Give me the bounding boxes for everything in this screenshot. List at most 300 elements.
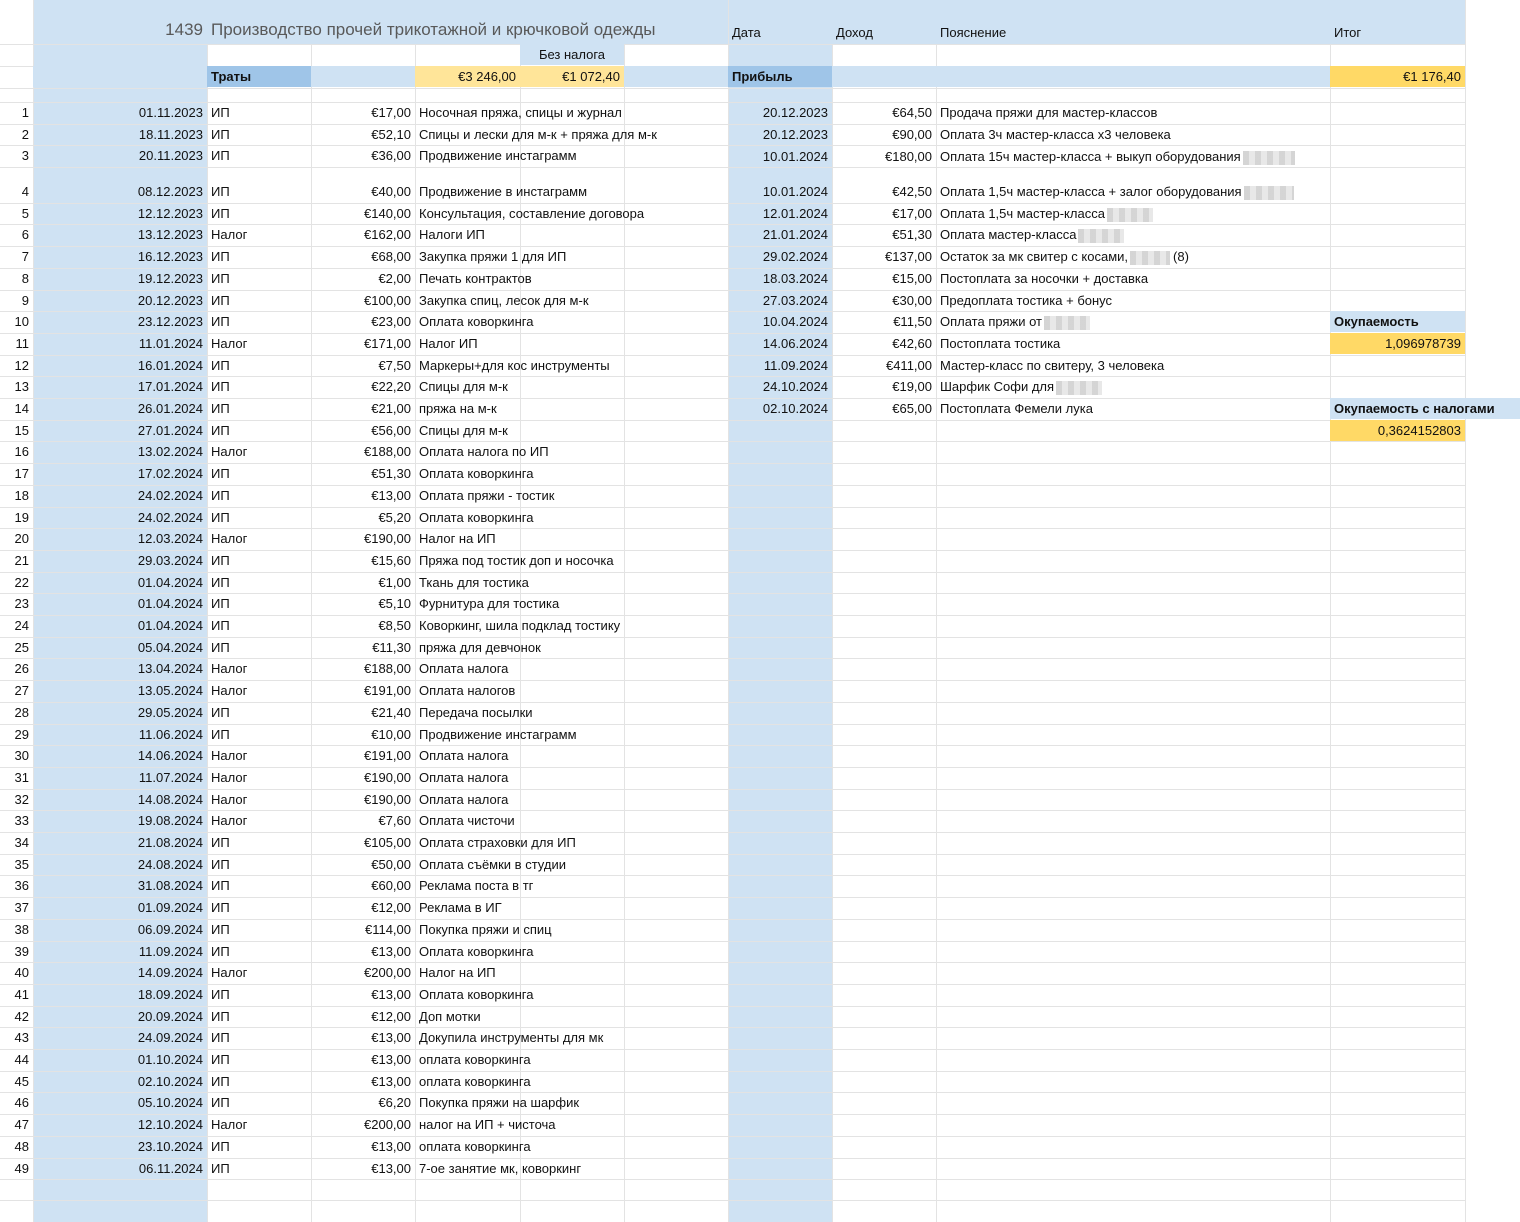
expense-amount[interactable]: €200,00: [364, 965, 411, 980]
expense-amount[interactable]: €100,00: [364, 293, 411, 308]
expense-type[interactable]: ИП: [211, 618, 230, 633]
payback-value[interactable]: 1,096978739: [1330, 333, 1465, 354]
expense-date[interactable]: 26.01.2024: [137, 401, 203, 416]
row-number: 26: [14, 661, 29, 676]
income-amount[interactable]: €17,00: [892, 206, 932, 221]
expense-description[interactable]: Налог на ИП: [419, 531, 496, 546]
row-number: 23: [14, 596, 29, 611]
expense-amount[interactable]: €5,10: [378, 596, 411, 611]
income-amount[interactable]: €180,00: [885, 149, 932, 164]
expense-type[interactable]: ИП: [211, 944, 230, 959]
expense-description[interactable]: Реклама поста в тг: [419, 878, 534, 893]
expense-description[interactable]: Продвижение инстаграмм: [419, 727, 577, 742]
expense-date[interactable]: 01.04.2024: [137, 618, 203, 633]
income-date[interactable]: 14.06.2024: [762, 336, 828, 351]
expense-description[interactable]: Коворкинг, шила подклад тостику: [419, 618, 621, 633]
expense-date[interactable]: 19.12.2023: [137, 271, 203, 286]
expense-type[interactable]: ИП: [211, 922, 230, 937]
expense-date[interactable]: 05.04.2024: [137, 640, 203, 655]
expense-description[interactable]: оплата коворкинга: [419, 1074, 531, 1089]
expense-type[interactable]: ИП: [211, 705, 230, 720]
expense-date[interactable]: 24.02.2024: [137, 510, 203, 525]
expense-date[interactable]: 02.10.2024: [137, 1074, 203, 1089]
income-description[interactable]: [936, 333, 1330, 354]
expense-type[interactable]: Налог: [211, 444, 248, 459]
expense-date[interactable]: 01.10.2024: [137, 1052, 203, 1067]
expense-amount[interactable]: €200,00: [364, 1117, 411, 1132]
expense-date[interactable]: 24.09.2024: [137, 1030, 203, 1045]
row-number: 5: [21, 206, 29, 221]
expense-amount[interactable]: €162,00: [364, 227, 411, 242]
expense-description[interactable]: Оплата налогов: [419, 683, 516, 698]
expense-amount[interactable]: €188,00: [364, 661, 411, 676]
expense-date[interactable]: 12.03.2024: [137, 531, 203, 546]
row-number: 6: [21, 227, 29, 242]
expense-type[interactable]: ИП: [211, 1030, 230, 1045]
income-amount[interactable]: €19,00: [892, 379, 932, 394]
income-date[interactable]: 20.12.2023: [762, 105, 828, 120]
expense-amount[interactable]: €191,00: [364, 748, 411, 763]
expense-type[interactable]: ИП: [211, 835, 230, 850]
expense-type[interactable]: ИП: [211, 900, 230, 915]
income-description[interactable]: [936, 376, 1330, 397]
income-amount[interactable]: €90,00: [892, 127, 932, 142]
income-description[interactable]: [936, 146, 1330, 167]
expense-date[interactable]: 01.04.2024: [137, 575, 203, 590]
expense-description[interactable]: Передача посылки: [419, 705, 533, 720]
expense-amount[interactable]: €40,00: [371, 184, 411, 199]
income-amount[interactable]: €411,00: [885, 358, 932, 373]
income-amount[interactable]: €42,50: [892, 184, 932, 199]
row-number: 27: [14, 683, 29, 698]
expense-description[interactable]: 7-ое занятие мк, коворкинг: [419, 1161, 582, 1176]
grid-hline: [0, 1179, 1465, 1180]
expense-description[interactable]: Носочная пряжа, спицы и журнал: [419, 105, 622, 120]
expense-type[interactable]: Налог: [211, 792, 248, 807]
expense-type[interactable]: ИП: [211, 1161, 230, 1176]
expense-type[interactable]: ИП: [211, 249, 230, 264]
expense-amount[interactable]: €171,00: [364, 336, 411, 351]
expense-amount[interactable]: €190,00: [364, 770, 411, 785]
expense-amount[interactable]: €114,00: [364, 922, 411, 937]
expense-description[interactable]: Спицы для м-к: [419, 379, 508, 394]
expense-description[interactable]: Спицы и лески для м-к + пряжа для м-к: [419, 127, 657, 142]
expense-date[interactable]: 18.11.2023: [138, 127, 203, 142]
expense-amount[interactable]: €13,00: [371, 1052, 411, 1067]
expense-description[interactable]: Оплата пряжи - тостик: [419, 488, 555, 503]
expense-amount[interactable]: €6,20: [378, 1095, 411, 1110]
expense-amount[interactable]: €7,50: [378, 358, 411, 373]
income-date[interactable]: 02.10.2024: [762, 401, 828, 416]
expense-type[interactable]: Налог: [211, 683, 248, 698]
income-suffix: (8): [1173, 249, 1189, 264]
row-number: 16: [14, 444, 29, 459]
expense-description[interactable]: Покупка пряжи и спиц: [419, 922, 552, 937]
expense-type[interactable]: ИП: [211, 401, 230, 416]
row-number: 45: [14, 1074, 29, 1089]
expense-description[interactable]: оплата коворкинга: [419, 1052, 531, 1067]
expense-description[interactable]: Консультация, составление договора: [419, 206, 645, 221]
row-number: 10: [14, 314, 29, 329]
row-number: 1: [21, 105, 29, 120]
expense-type[interactable]: ИП: [211, 358, 230, 373]
expense-date[interactable]: 29.05.2024: [137, 705, 203, 720]
income-description[interactable]: [936, 102, 1330, 123]
row-number: 21: [14, 553, 29, 568]
expense-type[interactable]: ИП: [211, 271, 230, 286]
row-number: 31: [14, 770, 29, 785]
expense-date[interactable]: 20.09.2024: [137, 1009, 203, 1024]
redacted-name: [1056, 381, 1102, 395]
expense-date[interactable]: 13.04.2024: [137, 661, 203, 676]
income-description[interactable]: [936, 355, 1330, 376]
expense-date[interactable]: 01.11.2023: [138, 105, 203, 120]
row-number: 7: [21, 249, 29, 264]
income-description-text: Оплата 15ч мастер-класса + выкуп оборудования: [940, 149, 1241, 164]
expense-amount[interactable]: €2,00: [378, 271, 411, 286]
income-date[interactable]: 12.01.2024: [762, 206, 828, 221]
expense-description[interactable]: Продвижение инстаграмм: [419, 148, 577, 163]
payback-tax-label: Окупаемость с налогами: [1330, 398, 1520, 419]
expense-amount[interactable]: €190,00: [364, 531, 411, 546]
expense-amount[interactable]: €12,00: [371, 900, 411, 915]
expenses-no-tax-total[interactable]: €1 072,40: [520, 66, 624, 87]
row3-band-3: [624, 66, 728, 87]
expense-type[interactable]: ИП: [211, 206, 230, 221]
expense-type[interactable]: Налог: [211, 965, 248, 980]
expense-type[interactable]: ИП: [211, 127, 230, 142]
row-number: 35: [14, 857, 29, 872]
row-number: 49: [14, 1161, 29, 1176]
row-number: 46: [14, 1095, 29, 1110]
income-date[interactable]: 20.12.2023: [762, 127, 828, 142]
income-amount[interactable]: €30,00: [892, 293, 932, 308]
expense-date[interactable]: 14.06.2024: [137, 748, 203, 763]
expense-date[interactable]: 19.08.2024: [137, 813, 203, 828]
expense-type[interactable]: ИП: [211, 488, 230, 503]
expense-type[interactable]: ИП: [211, 148, 230, 163]
expense-date[interactable]: 23.10.2024: [137, 1139, 203, 1154]
expense-amount[interactable]: €13,00: [371, 944, 411, 959]
expense-description[interactable]: оплата коворкинга: [419, 1139, 531, 1154]
expense-date[interactable]: 08.12.2023: [137, 184, 203, 199]
expense-description[interactable]: Оплата коворкинга: [419, 510, 534, 525]
income-date[interactable]: 11.09.2024: [763, 358, 828, 373]
expenses-total[interactable]: €3 246,00: [415, 66, 520, 87]
income-amount[interactable]: €51,30: [892, 227, 932, 242]
expense-amount[interactable]: €140,00: [364, 206, 411, 221]
expense-date[interactable]: 16.01.2024: [137, 358, 203, 373]
expense-amount[interactable]: €56,00: [371, 423, 411, 438]
expense-amount[interactable]: €17,00: [371, 105, 411, 120]
expense-date[interactable]: 24.08.2024: [137, 857, 203, 872]
expense-type[interactable]: ИП: [211, 105, 230, 120]
income-date[interactable]: 10.01.2024: [762, 184, 828, 199]
expense-date[interactable]: 14.08.2024: [137, 792, 203, 807]
expense-amount[interactable]: €13,00: [371, 1030, 411, 1045]
expense-amount[interactable]: €60,00: [371, 878, 411, 893]
expense-description[interactable]: Оплата коворкинга: [419, 987, 534, 1002]
income-date[interactable]: 21.01.2024: [762, 227, 828, 242]
expense-amount[interactable]: €13,00: [371, 1074, 411, 1089]
expense-date[interactable]: 11.07.2024: [138, 770, 203, 785]
row-number: 44: [14, 1052, 29, 1067]
expense-amount[interactable]: €50,00: [371, 857, 411, 872]
income-description[interactable]: [936, 224, 1330, 245]
income-description-text: Оплата 3ч мастер-класса х3 человека: [940, 127, 1171, 142]
expense-description[interactable]: Пряжа под тостик доп и носочка: [419, 553, 614, 568]
expense-description[interactable]: Фурнитура для тостика: [419, 596, 560, 611]
expense-description[interactable]: Налоги ИП: [419, 227, 485, 242]
expense-amount[interactable]: €188,00: [364, 444, 411, 459]
expense-type[interactable]: ИП: [211, 423, 230, 438]
income-description-text: Предоплата тостика + бонус: [940, 293, 1113, 308]
expense-type[interactable]: ИП: [211, 184, 230, 199]
expense-amount[interactable]: €5,20: [378, 510, 411, 525]
expense-amount[interactable]: €191,00: [364, 683, 411, 698]
expense-type[interactable]: Налог: [211, 661, 248, 676]
income-description[interactable]: [936, 124, 1330, 145]
expense-date[interactable]: 20.12.2023: [137, 293, 203, 308]
expense-amount[interactable]: €13,00: [371, 1139, 411, 1154]
expense-amount[interactable]: €21,40: [371, 705, 411, 720]
expense-amount[interactable]: €13,00: [371, 987, 411, 1002]
expense-date[interactable]: 06.11.2024: [138, 1161, 203, 1176]
expense-date[interactable]: 13.12.2023: [137, 227, 203, 242]
row-number: 13: [14, 379, 29, 394]
expense-date[interactable]: 24.02.2024: [137, 488, 203, 503]
expense-amount[interactable]: €15,60: [371, 553, 411, 568]
col-header-description: Пояснение: [940, 25, 1007, 40]
income-amount[interactable]: €42,60: [892, 336, 932, 351]
expense-description[interactable]: Покупка пряжи на шарфик: [419, 1095, 580, 1110]
income-date[interactable]: 10.01.2024: [762, 149, 828, 164]
expense-type[interactable]: ИП: [211, 857, 230, 872]
redacted-name: [1078, 229, 1124, 243]
expense-date[interactable]: 29.03.2024: [137, 553, 203, 568]
income-date[interactable]: 29.02.2024: [762, 249, 828, 264]
expense-type[interactable]: ИП: [211, 553, 230, 568]
row-number: 22: [14, 575, 29, 590]
expense-date[interactable]: 20.11.2023: [138, 148, 203, 163]
expense-type[interactable]: Налог: [211, 531, 248, 546]
expense-description[interactable]: Доп мотки: [419, 1009, 481, 1024]
row-number: 29: [14, 727, 29, 742]
income-description[interactable]: [936, 311, 1330, 332]
expense-description[interactable]: Оплата налога: [419, 748, 509, 763]
payback-label: Окупаемость: [1330, 311, 1465, 332]
expense-date[interactable]: 16.12.2023: [137, 249, 203, 264]
expense-description[interactable]: Налог на ИП: [419, 965, 496, 980]
expense-date[interactable]: 11.09.2024: [138, 944, 203, 959]
expense-amount[interactable]: €8,50: [378, 618, 411, 633]
expense-date[interactable]: 11.01.2024: [138, 336, 203, 351]
income-description[interactable]: [936, 268, 1330, 289]
expense-amount[interactable]: €51,30: [371, 466, 411, 481]
expense-amount[interactable]: €21,00: [371, 401, 411, 416]
income-description[interactable]: [936, 290, 1330, 311]
expense-amount[interactable]: €12,00: [371, 1009, 411, 1024]
expense-type[interactable]: ИП: [211, 640, 230, 655]
expense-date[interactable]: 13.05.2024: [137, 683, 203, 698]
row-number: 8: [21, 271, 29, 286]
expense-description[interactable]: Закупка пряжи 1 для ИП: [419, 249, 567, 264]
expense-amount[interactable]: €36,00: [371, 148, 411, 163]
expense-description[interactable]: Ткань для тостика: [419, 575, 529, 590]
expense-date[interactable]: 01.09.2024: [137, 900, 203, 915]
expense-type[interactable]: ИП: [211, 379, 230, 394]
expense-description[interactable]: Маркеры+для кос инструменты: [419, 358, 610, 373]
income-description-text: Мастер-класс по свитеру, 3 человека: [940, 358, 1165, 373]
expense-amount[interactable]: €52,10: [371, 127, 411, 142]
expense-amount[interactable]: €10,00: [371, 727, 411, 742]
expense-type[interactable]: Налог: [211, 227, 248, 242]
expense-amount[interactable]: €68,00: [371, 249, 411, 264]
expense-description[interactable]: Реклама в ИГ: [419, 900, 502, 915]
grid-hline: [0, 44, 1465, 45]
row3-band-2: [311, 66, 415, 87]
expense-type[interactable]: Налог: [211, 748, 248, 763]
income-description-text: Постоплата тостика: [940, 336, 1061, 351]
expense-description[interactable]: Оплата налога: [419, 792, 509, 807]
profit-label: Прибыль: [728, 66, 832, 87]
expense-type[interactable]: ИП: [211, 575, 230, 590]
redacted-name: [1243, 151, 1295, 165]
expense-amount[interactable]: €13,00: [371, 488, 411, 503]
expense-date[interactable]: 14.09.2024: [137, 965, 203, 980]
income-description-text: Оплата пряжи от: [940, 314, 1042, 329]
expense-description[interactable]: Оплата налога по ИП: [419, 444, 549, 459]
expense-date[interactable]: 17.02.2024: [137, 466, 203, 481]
expense-type[interactable]: ИП: [211, 1009, 230, 1024]
col-header-income: Доход: [836, 25, 873, 40]
income-date[interactable]: 24.10.2024: [762, 379, 828, 394]
expense-type[interactable]: Налог: [211, 770, 248, 785]
expense-amount[interactable]: €22,20: [371, 379, 411, 394]
income-date[interactable]: 27.03.2024: [762, 293, 828, 308]
row-number: 47: [14, 1117, 29, 1132]
expense-type[interactable]: ИП: [211, 596, 230, 611]
income-amount[interactable]: €64,50: [892, 105, 932, 120]
expense-date[interactable]: 27.01.2024: [137, 423, 203, 438]
row-number: 42: [14, 1009, 29, 1024]
expense-amount[interactable]: €105,00: [364, 835, 411, 850]
expense-date[interactable]: 05.10.2024: [137, 1095, 203, 1110]
expense-description[interactable]: Продвижение в инстаграмм: [419, 184, 588, 199]
expense-description[interactable]: Оплата коворкинга: [419, 314, 534, 329]
expense-date[interactable]: 12.10.2024: [137, 1117, 203, 1132]
expense-description[interactable]: Оплата чисточи: [419, 813, 515, 828]
expense-type[interactable]: ИП: [211, 1139, 230, 1154]
income-amount[interactable]: €137,00: [885, 249, 932, 264]
expense-date[interactable]: 06.09.2024: [137, 922, 203, 937]
expense-amount[interactable]: €13,00: [371, 1161, 411, 1176]
expense-description[interactable]: Оплата коворкинга: [419, 466, 534, 481]
expense-description[interactable]: Налог ИП: [419, 336, 478, 351]
expense-amount[interactable]: €7,60: [378, 813, 411, 828]
expense-description[interactable]: налог на ИП + чисточа: [419, 1117, 556, 1132]
income-description[interactable]: [936, 246, 1330, 267]
income-amount[interactable]: €65,00: [892, 401, 932, 416]
expense-date[interactable]: 01.04.2024: [137, 596, 203, 611]
expense-date[interactable]: 13.02.2024: [137, 444, 203, 459]
expense-type[interactable]: ИП: [211, 878, 230, 893]
expense-type[interactable]: ИП: [211, 466, 230, 481]
expense-type[interactable]: Налог: [211, 1117, 248, 1132]
expense-amount[interactable]: €1,00: [378, 575, 411, 590]
row-number: 3: [21, 148, 29, 163]
expense-description[interactable]: Оплата налога: [419, 661, 509, 676]
expense-description[interactable]: Оплата налога: [419, 770, 509, 785]
row-number: 12: [14, 358, 29, 373]
income-date[interactable]: 10.04.2024: [762, 314, 828, 329]
redacted-name: [1044, 316, 1090, 330]
row-number: 2: [21, 127, 29, 142]
profit-total[interactable]: €1 176,40: [1330, 66, 1465, 87]
income-amount[interactable]: €11,50: [893, 314, 932, 329]
expense-date[interactable]: 12.12.2023: [137, 206, 203, 221]
expense-description[interactable]: пряжа для девчонок: [419, 640, 541, 655]
expense-type[interactable]: ИП: [211, 1095, 230, 1110]
row-number: 48: [14, 1139, 29, 1154]
income-description[interactable]: [936, 398, 1330, 419]
row-number: 20: [14, 531, 29, 546]
expense-type[interactable]: ИП: [211, 1052, 230, 1067]
expense-description[interactable]: Закупка спиц, лесок для м-к: [419, 293, 589, 308]
redacted-name: [1107, 208, 1153, 222]
expense-type[interactable]: ИП: [211, 314, 230, 329]
expense-description[interactable]: Докупила инструменты для мк: [419, 1030, 604, 1045]
expense-amount[interactable]: €11,30: [372, 640, 411, 655]
income-description-text: Постоплата за носочки + доставка: [940, 271, 1149, 286]
expense-date[interactable]: 23.12.2023: [137, 314, 203, 329]
expenses-label: Траты: [207, 66, 311, 87]
expense-type[interactable]: ИП: [211, 727, 230, 742]
payback-tax-value[interactable]: 0,3624152803: [1330, 420, 1465, 441]
income-description[interactable]: [936, 203, 1330, 224]
page-title: Производство прочей трикотажной и крючковой одежды: [211, 20, 656, 39]
expense-description[interactable]: Оплата съёмки в студии: [419, 857, 566, 872]
expense-description[interactable]: Спицы для м-к: [419, 423, 508, 438]
income-date[interactable]: 18.03.2024: [762, 271, 828, 286]
expense-date[interactable]: 18.09.2024: [137, 987, 203, 1002]
expense-date[interactable]: 31.08.2024: [137, 878, 203, 893]
col-header-date: Дата: [732, 25, 761, 40]
expense-type[interactable]: Налог: [211, 813, 248, 828]
expense-description[interactable]: пряжа на м-к: [419, 401, 497, 416]
income-amount[interactable]: €15,00: [892, 271, 932, 286]
expense-description[interactable]: Оплата страховки для ИП: [419, 835, 576, 850]
income-description[interactable]: [936, 181, 1330, 202]
expense-amount[interactable]: €23,00: [371, 314, 411, 329]
row3-band-4: [832, 66, 1330, 87]
expense-type[interactable]: ИП: [211, 1074, 230, 1089]
expense-date[interactable]: 11.06.2024: [138, 727, 203, 742]
expense-amount[interactable]: €190,00: [364, 792, 411, 807]
expense-type[interactable]: Налог: [211, 336, 248, 351]
expense-date[interactable]: 17.01.2024: [137, 379, 203, 394]
expense-type[interactable]: ИП: [211, 293, 230, 308]
expense-description[interactable]: Оплата коворкинга: [419, 944, 534, 959]
redacted-name: [1244, 186, 1294, 200]
expense-description[interactable]: Печать контрактов: [419, 271, 532, 286]
activity-code: 1439: [165, 20, 203, 39]
expense-type[interactable]: ИП: [211, 510, 230, 525]
expense-type[interactable]: ИП: [211, 987, 230, 1002]
expense-date[interactable]: 21.08.2024: [137, 835, 203, 850]
grid-vline: [1330, 0, 1331, 1222]
row-number: 24: [14, 618, 29, 633]
